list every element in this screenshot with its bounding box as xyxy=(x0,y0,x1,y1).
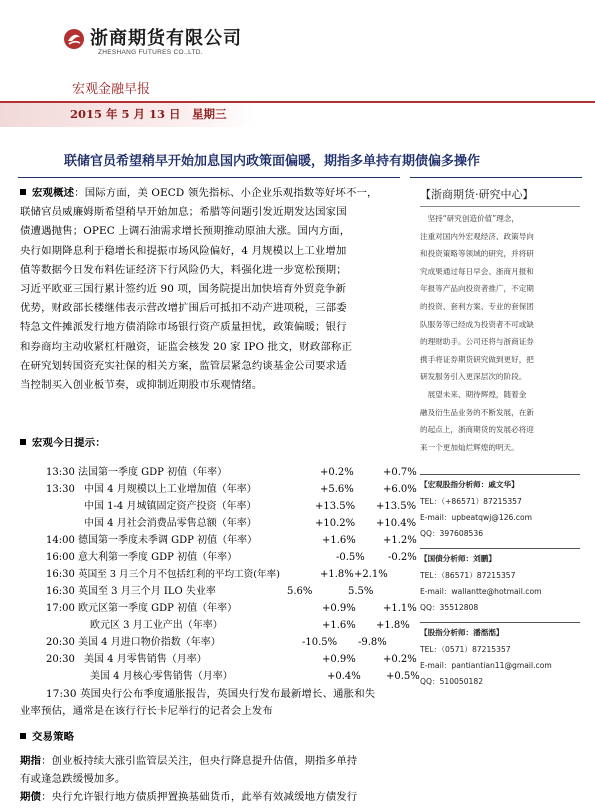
event-time: 17:00 xyxy=(46,603,75,614)
company-name-cn: 浙商期货有限公司 xyxy=(90,28,242,49)
event-prev: +0.2% xyxy=(320,467,354,478)
email-link[interactable]: E-mail：pantiantian11@gmail.com xyxy=(420,661,552,670)
event-time: 16:00 xyxy=(46,552,75,563)
event-forecast: +1.1% xyxy=(383,603,417,614)
event-text: 欧元区第一季度 GDP 初值（年率） xyxy=(78,603,238,614)
event-text: 中国 4 月社会消费品零售总额（年率） xyxy=(84,518,257,529)
event-text: 中国 4 月规模以上工业增加值（年率） xyxy=(84,484,257,495)
divider xyxy=(410,177,582,178)
email-link[interactable]: E-mail：wallantte@hotmail.com xyxy=(420,587,542,596)
sidebar-intro: 坚持“研究创造价值”理念， 注重对国内外宏观经济、政策导向 和投资策略等领域的研究，并将研 究成果通过每日早会、浙商月报和 年报等产品向投资者推广，不定期 的投资、套利方案、专业的套保团 队服务等已经成为投资者不可或缺 的理财助手。公司还将与浙商证券 携手将证券期货研究做到更好，把 研发服务引入更深层次的阶段。 展望未来、期待辉煌，随着金 融及衍生品业务的不断发展，在新 的起点上，浙商期货的发展必将迎 来一个更加灿烂辉煌的明天。 xyxy=(420,214,534,452)
event-time: 13:30 xyxy=(46,467,75,478)
event-prev: +1.6% xyxy=(322,620,356,631)
macro-line: 债遭遇抛售；OPEC 上调石油需求增长预期推动原油大涨。国内方面， xyxy=(20,225,351,238)
event-text: 欧元区 3 月工业产出（年率） xyxy=(90,620,223,631)
macro-line: 优势，财政部长楼继伟表示营改增扩围后可抵扣不动产进项税，三部委 xyxy=(20,302,347,315)
analyst-name: 【股指分析师：潘湉湉】 xyxy=(420,622,580,638)
analyst-contact: 【国债分析师：刘鹏】 TEL：（86571）87215357 E-mail：wallantte@hotmail.com QQ：35512808 xyxy=(420,548,580,616)
macro-line: 值等数据今日发布料佐证经济下行风险仍大，料强化进一步宽松预期； xyxy=(20,263,347,276)
report-type: 宏观金融早报 xyxy=(72,82,151,97)
preview-heading-row: 宏观今日提示： xyxy=(20,434,396,453)
company-name-en: ZHESHANG FUTURES CO.,LTD. xyxy=(98,49,203,56)
event-text: 意大利第一季度 GDP 初值（年率） xyxy=(78,552,238,563)
section-heading: 宏观今日提示 xyxy=(32,437,96,449)
strategy-stock: 期指：创业板持续大涨引监管层关注，但央行降息提升估值，期指多单持 xyxy=(20,755,358,767)
report-date: 2015 年 5 月 13 日 星期三 xyxy=(70,107,227,121)
event-forecast: +2.1% xyxy=(354,569,388,580)
strategy-bond: 期债：央行允许银行地方债质押置换基础货币，此举有效减缓地方债发行 xyxy=(20,791,358,803)
event-text: 德国第一季度未季调 GDP 初值（年率） xyxy=(78,535,258,546)
event-forecast: -9.8% xyxy=(358,637,387,648)
macro-line: 联储官员威廉姆斯希望稍早开始加息；希腊等问题引发近期发达国家国 xyxy=(20,206,347,219)
event-forecast: +1.8% xyxy=(376,620,410,631)
macro-overview xyxy=(20,184,396,395)
event-prev: +5.6% xyxy=(320,484,354,495)
section-heading: 交易策略 xyxy=(32,731,75,743)
event-text: 英国至 3 月三个月 ILO 失业率 xyxy=(78,586,216,597)
analyst-name: 【国债分析师：刘鹏】 xyxy=(420,548,580,564)
event-text: 美国 4 月进口物价指数（年率） xyxy=(78,637,221,648)
event-forecast: +6.0% xyxy=(383,484,417,495)
event-text: 英国至 3 月三个月不包括红利的平均工资(年率) xyxy=(78,569,280,580)
bullet-icon xyxy=(20,439,26,445)
company-logo-icon xyxy=(63,28,85,50)
macro-line: 和券商均主动收紧杠杆融资，证监会核发 20 家 IPO 批文，财政部称正 xyxy=(20,340,352,353)
event-prev: 5.6% xyxy=(287,586,313,597)
event-time: 16:30 xyxy=(46,586,75,597)
analyst-name: 【宏观股指分析师：戚文华】 xyxy=(420,474,580,490)
event-forecast: -0.2% xyxy=(388,552,417,563)
event-text: 美国 4 月零售销售（月率） xyxy=(84,654,207,665)
event-note: 17:30 英国央行公布季度通胀报告，英国央行发布最新增长、通胀和失 业率预估，通常是在该行行长卡尼举行的记者会上发布 xyxy=(20,688,376,717)
analyst-contact: 【股指分析师：潘湉湉】 TEL：（0571）87215357 E-mail：pantiantian11@gmail.com QQ：510050182 xyxy=(420,622,580,690)
event-time: 20:30 xyxy=(46,637,75,648)
bullet-icon xyxy=(20,189,26,195)
section-heading: 宏观概述 xyxy=(32,187,75,199)
event-forecast: +0.5% xyxy=(386,671,420,682)
macro-line: 特急文件摊派发行地方债消除市场银行资产质量担忧，政策偏暖；银行 xyxy=(20,321,347,334)
sidebar-title: 【浙商期货·研究中心】 xyxy=(420,188,534,201)
macro-line: 央行如期降息利于稳增长和提振市场风险偏好，4 月规模以上工业增加 xyxy=(20,244,347,257)
event-time: 13:30 xyxy=(46,484,75,495)
event-prev: -0.5% xyxy=(336,552,365,563)
event-forecast: +10.4% xyxy=(376,518,417,529)
date-bar xyxy=(0,100,595,130)
event-prev: -10.5% xyxy=(302,637,338,648)
event-forecast: +0.2% xyxy=(383,654,417,665)
event-text: 法国第一季度 GDP 初值（年率） xyxy=(78,467,228,478)
email-link[interactable]: E-mail：upbeatqwj@126.com xyxy=(420,513,533,522)
divider xyxy=(18,177,400,178)
event-forecast: +0.7% xyxy=(383,467,417,478)
event-forecast: 5.5% xyxy=(348,586,374,597)
analyst-contact: 【宏观股指分析师：戚文华】 TEL：（+86571）87215357 E-mail：upbeatqwj@126.com QQ：397608536 xyxy=(420,474,580,542)
headline: 联储官员希望稍早开始加息国内政策面偏暖，期指多单持有期债偏多操作 xyxy=(64,154,481,169)
strategy-body: 期指：创业板持续大涨引监管层关注，但央行降息提升估值，期指多单持 有或逢急跌缓慢加多。 xyxy=(20,752,420,788)
event-prev: +0.4% xyxy=(327,671,361,682)
event-prev: +0.9% xyxy=(322,603,356,614)
macro-line: 在研究划转国资充实社保的相关方案，监管层紧急约谈基金公司要求适 xyxy=(20,359,347,372)
bullet-icon xyxy=(20,733,26,739)
event-text: 中国 1-4 月城镇固定资产投资（年率） xyxy=(84,501,257,512)
event-forecast: +13.5% xyxy=(376,501,417,512)
event-time: 14:00 xyxy=(46,535,75,546)
divider xyxy=(420,206,580,207)
event-forecast: +1.2% xyxy=(383,535,417,546)
event-time: 20:30 xyxy=(46,654,75,665)
event-time: 16:30 xyxy=(46,569,75,580)
event-prev: +13.5% xyxy=(315,501,356,512)
macro-line: 宏观概述：国际方面，美 OECD 领先指标、小企业乐观指数等好坏不一， xyxy=(20,184,396,203)
event-prev: +1.6% xyxy=(322,535,356,546)
macro-line: 习近平欧亚三国行累计签约近 90 项，国务院提出加快培育外贸竞争新 xyxy=(20,283,347,296)
strategy-heading-row xyxy=(20,728,396,747)
event-text: 美国 4 月核心零售销售（月率） xyxy=(90,671,233,682)
event-prev: +10.2% xyxy=(315,518,356,529)
event-prev: +1.8% xyxy=(320,569,354,580)
macro-line: 当控制买入创业板节奏，或抑制近期股市乐观情绪。 xyxy=(20,379,263,392)
event-prev: +0.9% xyxy=(322,654,356,665)
